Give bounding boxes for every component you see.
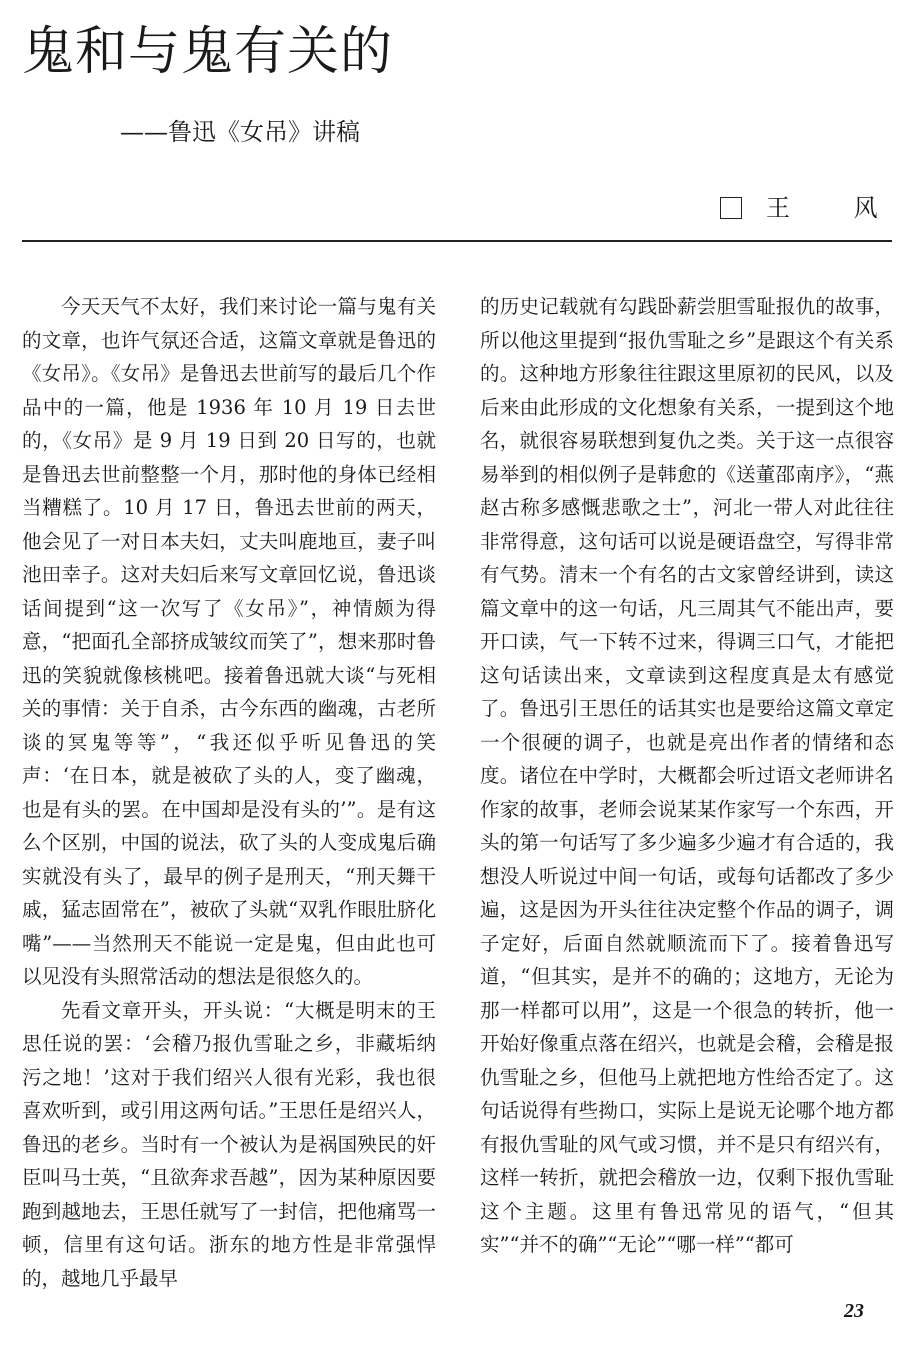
page-number: 23 (844, 1300, 864, 1322)
right-column (480, 290, 894, 1262)
article-subtitle: ——鲁迅《女吊》讲稿 (120, 118, 360, 146)
right-paragraph-1: 的历史记载就有勾践卧薪尝胆雪耻报仇的故事，所以他这里提到“报仇雪耻之乡”是跟这个有关系的。这种地方形象往往跟这里原初的民风，以及后来由此形成的文化想象有关系，一提到这个地名，就很容易联想到复仇之类。关于这一点很容易举到的相似例子是韩愈的《送董邵南序》，“燕赵古称多感慨悲歌之士”，河北一带人对此往往非常得意，这句话可以说是硬语盘空，写得非常有气势。清末一个有名的古文家曾经讲到，读这篇文章中的这一句话，凡三周其气不能出声，要开口读，气一下转不过来，得调三口气，才能把这句话读出来，文章读到这程度真是太有感觉了。鲁迅引王思任的话其实也是要给这篇文章定一个很硬的调子，也就是亮出作者的情绪和态度。诸位在中学时，大概都会听过语文老师讲名作家的故事，老师会说某某作家写一个东西，开头的第一句话写了多少遍多少遍才有合适的，我想没人听说过中间一句话，或每句话都改了多少遍，这是因为开头往往决定整个作品的调子，调子定好，后面自然就顺流而下了。接着鲁迅写道，“但其实，是并不的确的；这地方，无论为那一样都可以用”，这是一个很急的转折，他一开始好像重点落在绍兴，也就是会稽，会稽是报仇雪耻之乡，但他马上就把地方性给否定了。这句话说得有些拗口，实际上是说无论哪个地方都有报仇雪耻的风气或习惯，并不是只有绍兴有，这样一转折，就把会稽放一边，仅剩下报仇雪耻这个主题。这里有鲁迅常见的语气，“但其实”“并不的确”“无论”“哪一样”“都可 (480, 295, 894, 1256)
left-paragraph-2: 先看文章开头，开头说：“大概是明末的王思任说的罢：‘会稽乃报仇雪耻之乡，非藏垢纳污之地！’这对于我们绍兴人很有光彩，我也很喜欢听到，或引用这两句话。”王思任是绍兴人，鲁迅的老乡。当时有一个被认为是祸国殃民的奸臣叫马士英，“且欲奔求吾越”，因为某种原因要跑到越地去，王思任就写了一封信，把他痛骂一顿，信里有这句话。浙东的地方性是非常强悍的，越地几乎最早 (22, 998, 436, 1290)
author-box-icon (720, 197, 742, 219)
left-column (22, 290, 436, 1295)
header-divider (22, 240, 892, 242)
article-title: 鬼和与鬼有关的 (22, 22, 394, 82)
author-name: 王 风 (766, 194, 906, 222)
left-paragraph-1: 今天天气不太好，我们来讨论一篇与鬼有关的文章，也许气氛还合适，这篇文章就是鲁迅的《女吊》。《女吊》是鲁迅去世前写的最后几个作品中的一篇，他是 1936 年 10 月 19 日去世的，《女吊》是 9 月 19 日到 20 日写的，也就是鲁迅去世前整整一个月，那时他的身体已经相当糟糕了。10 月 17 日，鲁迅去世前的两天，他会见了一对日本夫妇，丈夫叫鹿地亘，妻子叫池田幸子。这对夫妇后来写文章回忆说，鲁迅谈话间提到“这一次写了《女吊》”，神情颇为得意，“把面孔全部挤成皱纹而笑了”，想来那时鲁迅的笑貌就像核桃吧。接着鲁迅就大谈“与死相关的事情：关于自杀，古今东西的幽魂，古老所谈的冥鬼等等”，“我还似乎听见鲁迅的笑声：‘在日本，就是被砍了头的人，变了幽魂，也是有头的罢。在中国却是没有头的’”。是有这么个区别，中国的说法，砍了头的人变成鬼后确实就没有头了，最早的例子是刑天，“刑天舞干戚，猛志固常在”，被砍了头就“双乳作眼肚脐化嘴”——当然刑天不能说一定是鬼，但由此也可以见没有头照常活动的想法是很悠久的。 (22, 295, 436, 988)
byline (720, 190, 906, 226)
